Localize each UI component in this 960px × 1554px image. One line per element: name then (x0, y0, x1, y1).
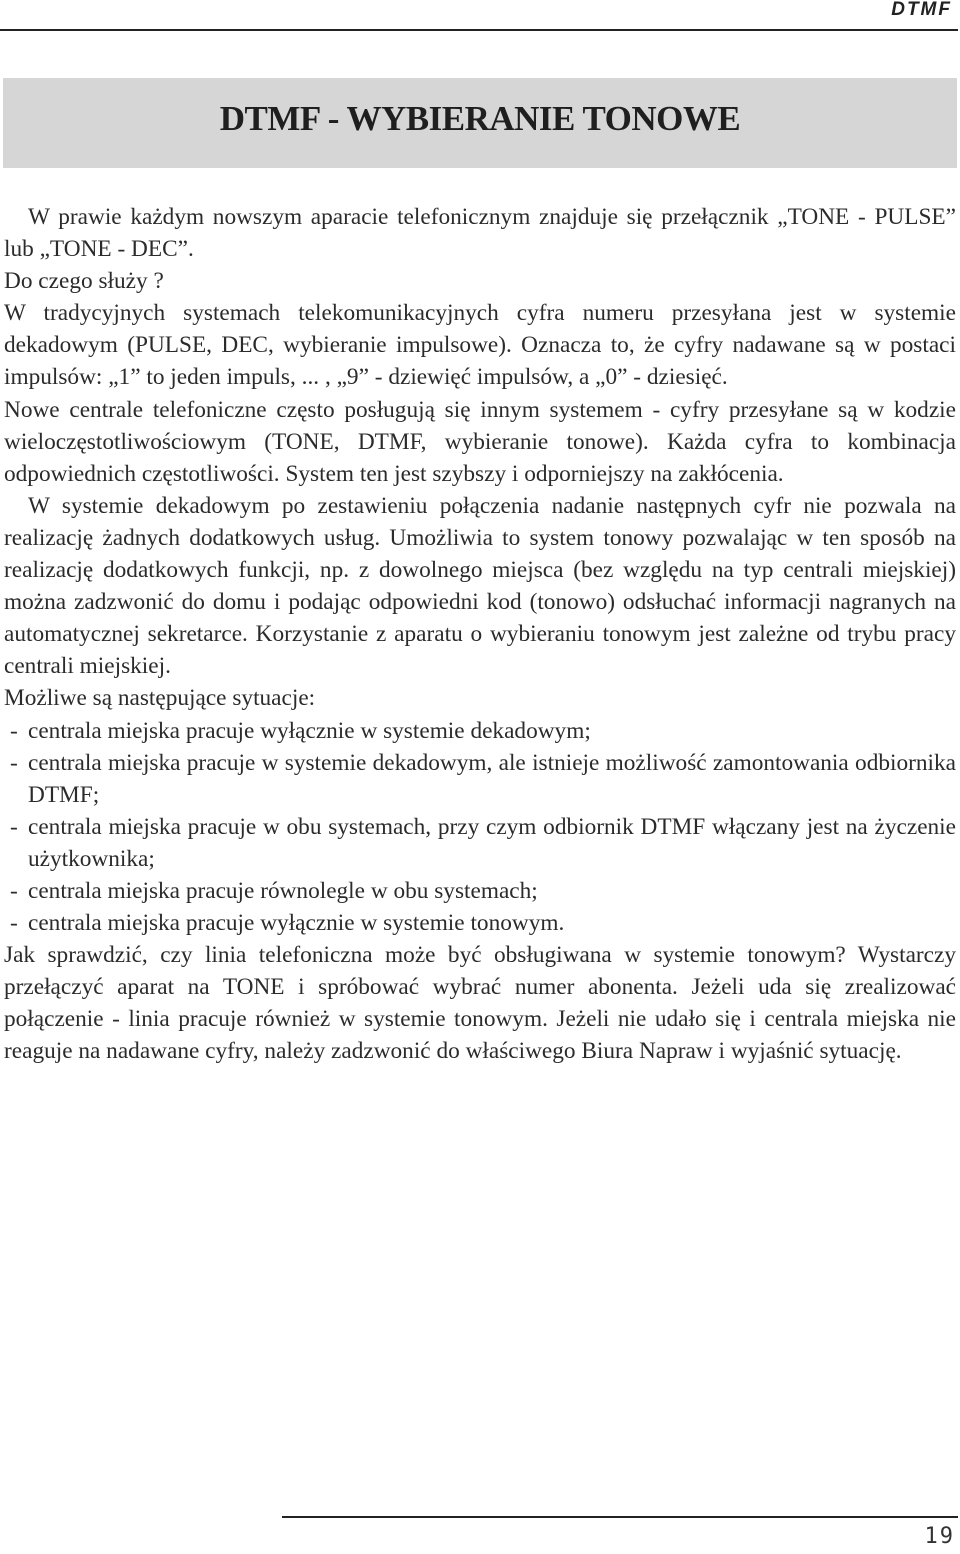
list-item-text: centrala miejska pracuje wyłącznie w systemie tonowym. (28, 910, 565, 937)
page-title: DTMF - WYBIERANIE TONOWE (219, 99, 741, 138)
list-item (4, 907, 956, 939)
list-item (4, 875, 956, 907)
footer-rule (282, 1516, 958, 1518)
page-number: 19 (924, 1524, 955, 1549)
situations-list (4, 715, 956, 940)
pulse-paragraph: W tradycyjnych systemach telekomunikacyjnych cyfra numeru przesyłana jest w systemie dekadowym (PULSE, DEC, wybieranie impulsowe). Oznacza to, że cyfry nadawane są w postaci impulsów: „1” to jeden impuls, ... , „9” - dziewięć impulsów, a „0” - dziesięć. (4, 300, 956, 391)
intro-paragraph: W prawie każdym nowszym aparacie telefonicznym znajduje się przełącznik „TONE - PULSE” lub „TONE - DEC”. (4, 204, 956, 263)
list-item-text: centrala miejska pracuje w systemie dekadowym, ale istnieje możliwość zamontowania odbiornika DTMF; (28, 749, 956, 808)
list-marker: - (10, 717, 18, 744)
title-band (3, 78, 957, 168)
list-item-text: centrala miejska pracuje wyłącznie w systemie dekadowym; (28, 717, 591, 744)
list-item (4, 747, 956, 811)
list-item (4, 715, 956, 747)
question-paragraph: Do czego służy ? (4, 268, 164, 295)
list-item-text: centrala miejska pracuje w obu systemach, przy czym odbiornik DTMF włączany jest na życzenie użytkownika; (28, 813, 956, 872)
services-paragraph: W systemie dekadowym po zestawieniu połączenia nadanie następnych cyfr nie pozwala na realizację żadnych dodatkowych usług. Umożliwia to system tonowy pozwalając w ten sposób na realizację dodatkowych funkcji, np. z dowolnego miejsca (bez względu na typ centrali miejskiej) można zadzwonić do domu i podając odpowiedni kod (tonowo) odsłuchać informacji nagranych na automatycznej sekretarce. Korzystanie z aparatu o wybieraniu tonowym jest zależne od trybu pracy centrali miejskiej. (4, 492, 956, 680)
article-body (4, 201, 956, 1068)
situations-intro: Możliwe są następujące sytuacje: (4, 685, 316, 712)
list-marker: - (10, 877, 18, 904)
list-item-text: centrala miejska pracuje równolegle w obu systemach; (28, 877, 538, 904)
running-head-title: DTMF (891, 0, 952, 20)
closing-paragraph: Jak sprawdzić, czy linia telefoniczna może być obsługiwana w systemie tonowym? Wystarczy przełączyć aparat na TONE i spróbować wybrać numer abonenta. Jeżeli uda się zrealizować połączenie - linia pracuje również w systemie tonowym. Jeżeli nie udało się i centrala miejska nie reaguje na nadawane cyfry, należy zadzwonić do właściwego Biura Napraw i wyjaśnić sytuację. (4, 942, 956, 1065)
running-header (0, 0, 958, 31)
list-marker: - (10, 910, 18, 937)
list-marker: - (10, 749, 18, 776)
list-marker: - (10, 813, 18, 840)
tone-paragraph: Nowe centrale telefoniczne często posługują się innym systemem - cyfry przesyłane są w kodzie wieloczęstotliwościowym (TONE, DTMF, wybieranie tonowe). Każda cyfra to kombinacja odpowiednich częstotliwości. System ten jest szybszy i odporniejszy na zakłócenia. (4, 396, 956, 487)
list-item (4, 811, 956, 875)
